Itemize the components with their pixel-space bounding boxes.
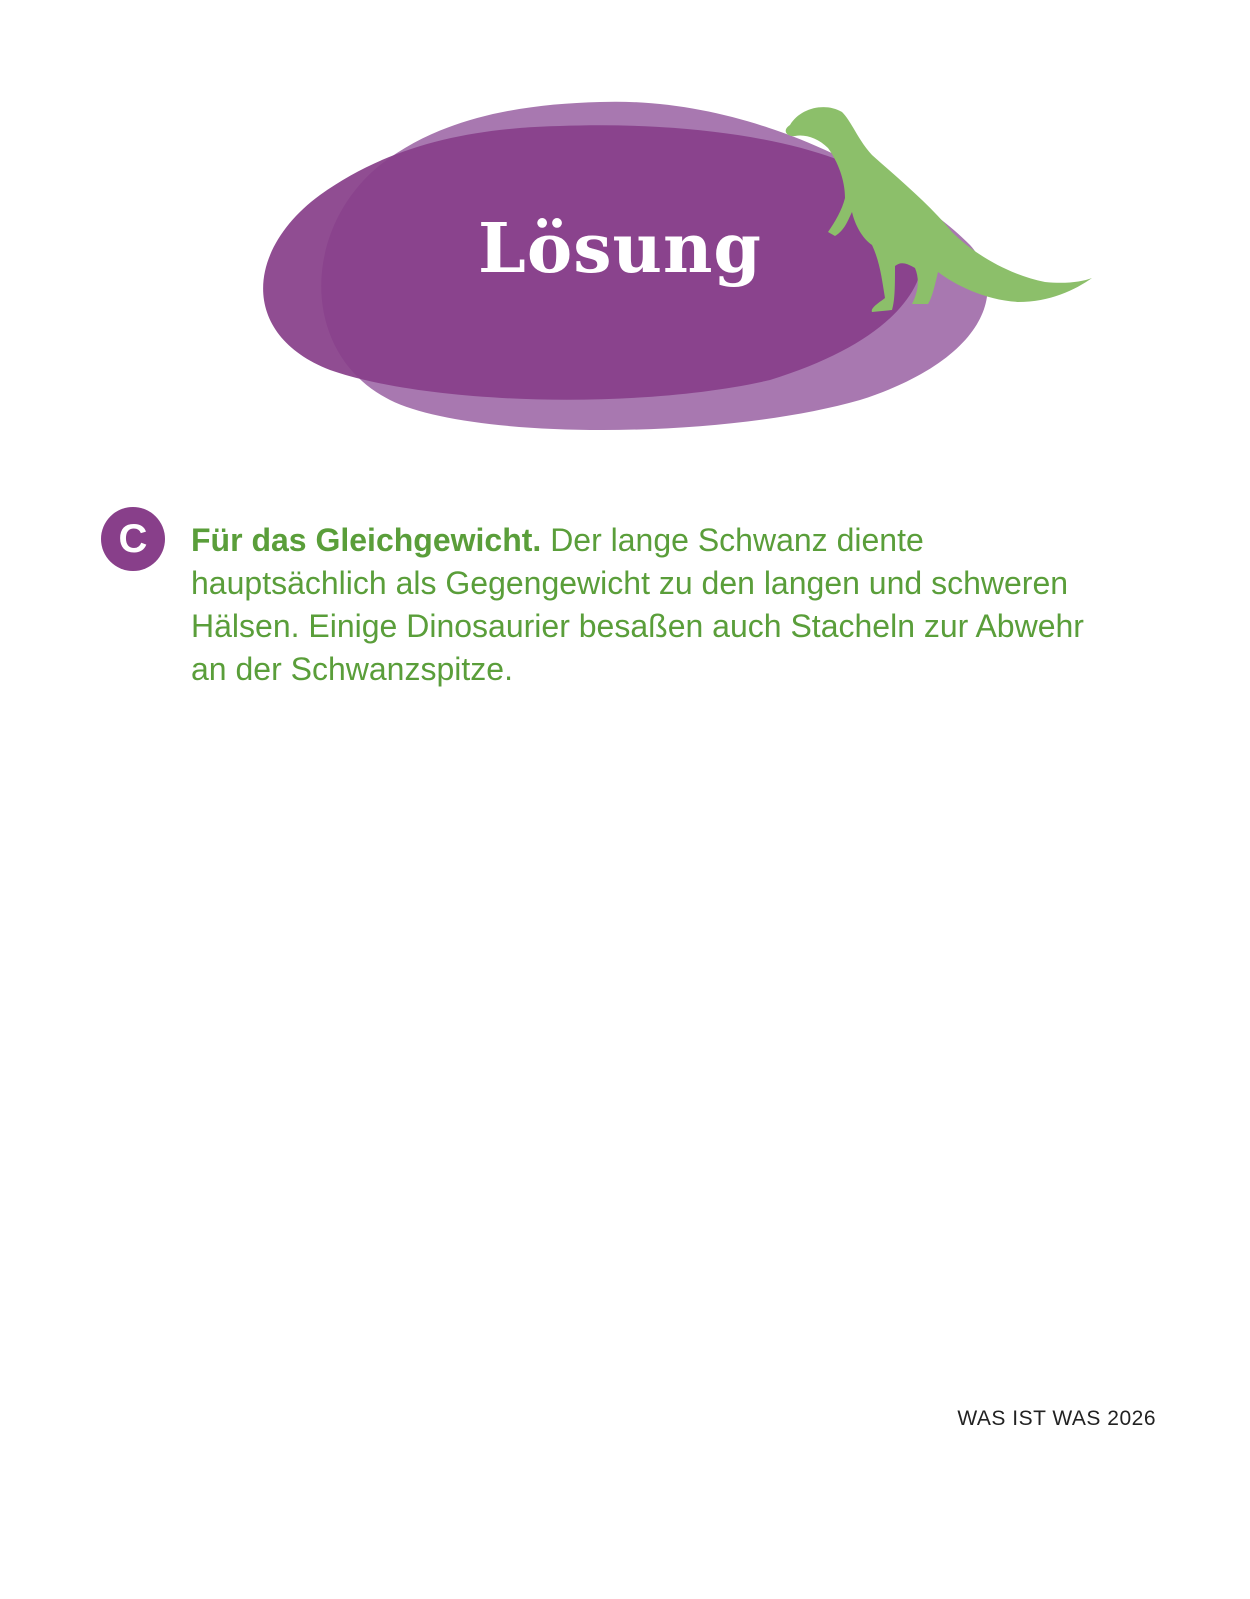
answer-lead: Für das Gleichgewicht. bbox=[191, 522, 542, 558]
page-title: Lösung bbox=[478, 209, 762, 289]
answer-letter-badge: C bbox=[101, 507, 165, 571]
footer-credit: WAS IST WAS 2026 bbox=[957, 1407, 1156, 1430]
answer-body: Der lange Schwanz diente hauptsächlich als Gegengewicht zu den langen und schweren Hälsen. Einige Dinosaurier besaßen auch Stacheln zur Abwehr an der Schwanzspitze. bbox=[191, 522, 1084, 687]
answer-text bbox=[191, 519, 1121, 691]
